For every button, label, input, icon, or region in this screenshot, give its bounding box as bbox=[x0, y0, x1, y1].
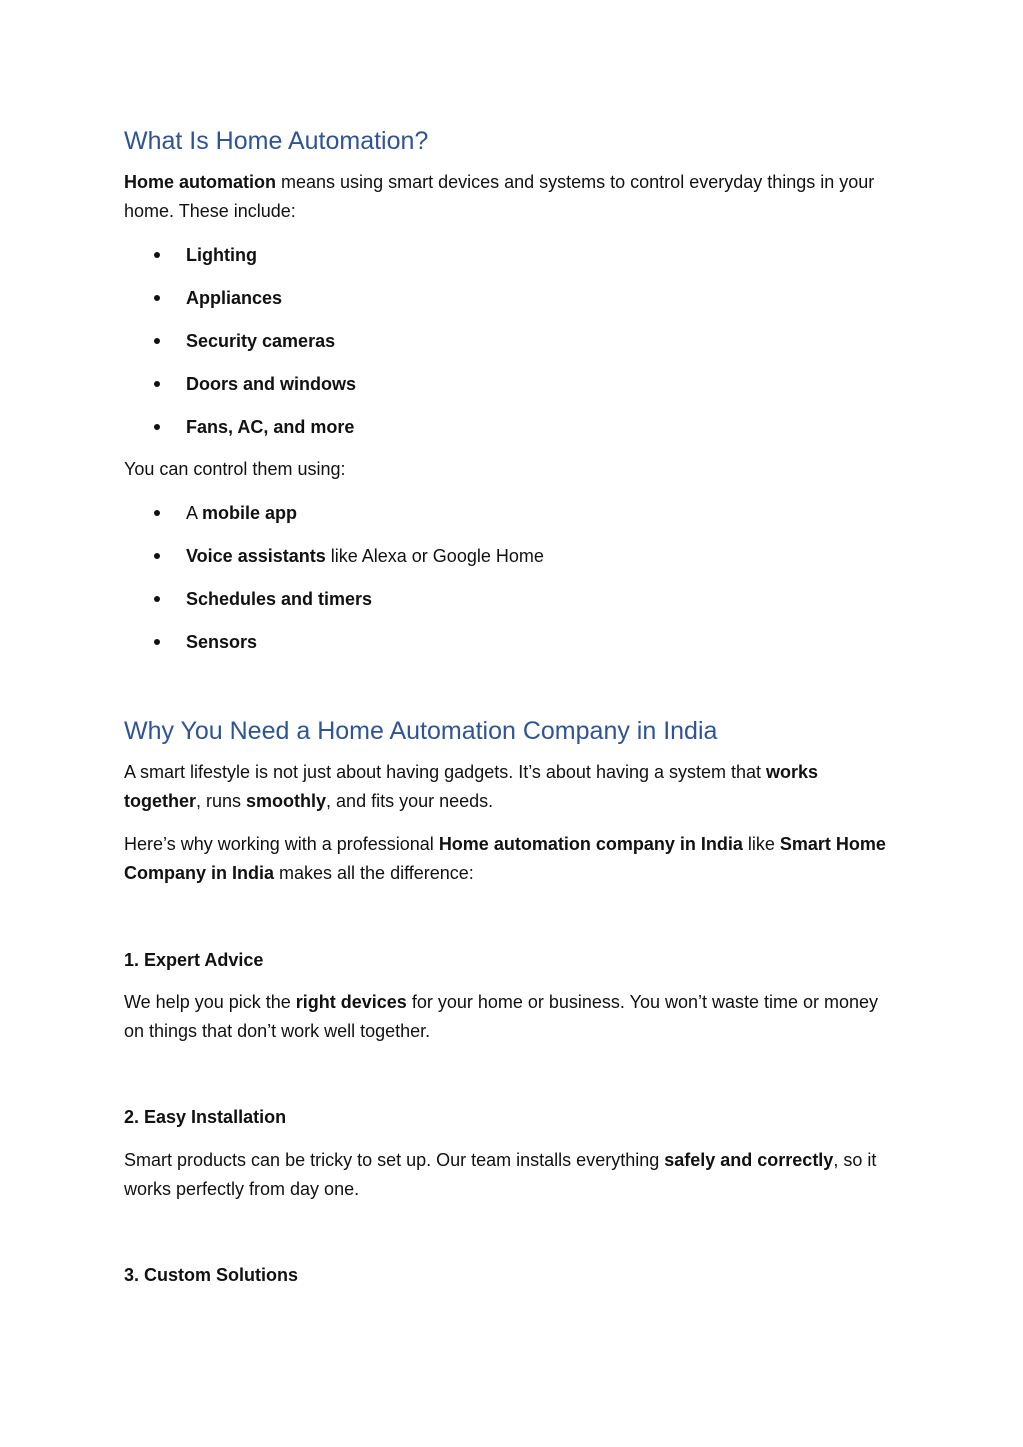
intro-text: means using smart devices and systems to control everyday things in your home. These include: bbox=[124, 172, 875, 221]
bullet-icon bbox=[154, 553, 160, 559]
why-paragraph-1: A smart lifestyle is not just about having gadgets. It’s about having a system that works together, runs smoothly, and fits your needs. bbox=[124, 762, 819, 811]
bullet-icon bbox=[154, 338, 160, 344]
heading-expert-advice: 1. Expert Advice bbox=[124, 950, 264, 970]
heading-why-you-need: Why You Need a Home Automation Company in India bbox=[124, 717, 718, 745]
heading-what-is-home-automation: What Is Home Automation? bbox=[124, 127, 429, 155]
bullet-icon bbox=[154, 381, 160, 387]
bullet-icon bbox=[154, 639, 160, 645]
bullet-icon bbox=[154, 596, 160, 602]
expert-advice-paragraph: We help you pick the right devices for your home or business. You won’t waste time or money on things that don’t work well together. bbox=[124, 992, 879, 1041]
bullet-icon bbox=[154, 295, 160, 301]
intro-paragraph bbox=[124, 168, 899, 226]
heading-easy-installation: 2. Easy Installation bbox=[124, 1107, 287, 1127]
easy-installation-paragraph: Smart products can be tricky to set up. Our team installs everything safely and correctly, so it works perfectly from day one. bbox=[124, 1150, 877, 1199]
intro-bold: Home automation bbox=[124, 172, 277, 192]
bullet-icon bbox=[154, 510, 160, 516]
heading-custom-solutions: 3. Custom Solutions bbox=[124, 1265, 299, 1285]
bullet-icon bbox=[154, 424, 160, 430]
control-intro: You can control them using: bbox=[124, 459, 346, 479]
bullet-icon bbox=[154, 252, 160, 258]
why-paragraph-2: Here’s why working with a professional Home automation company in India like Smart Home Company in India makes all the difference: bbox=[124, 834, 886, 883]
